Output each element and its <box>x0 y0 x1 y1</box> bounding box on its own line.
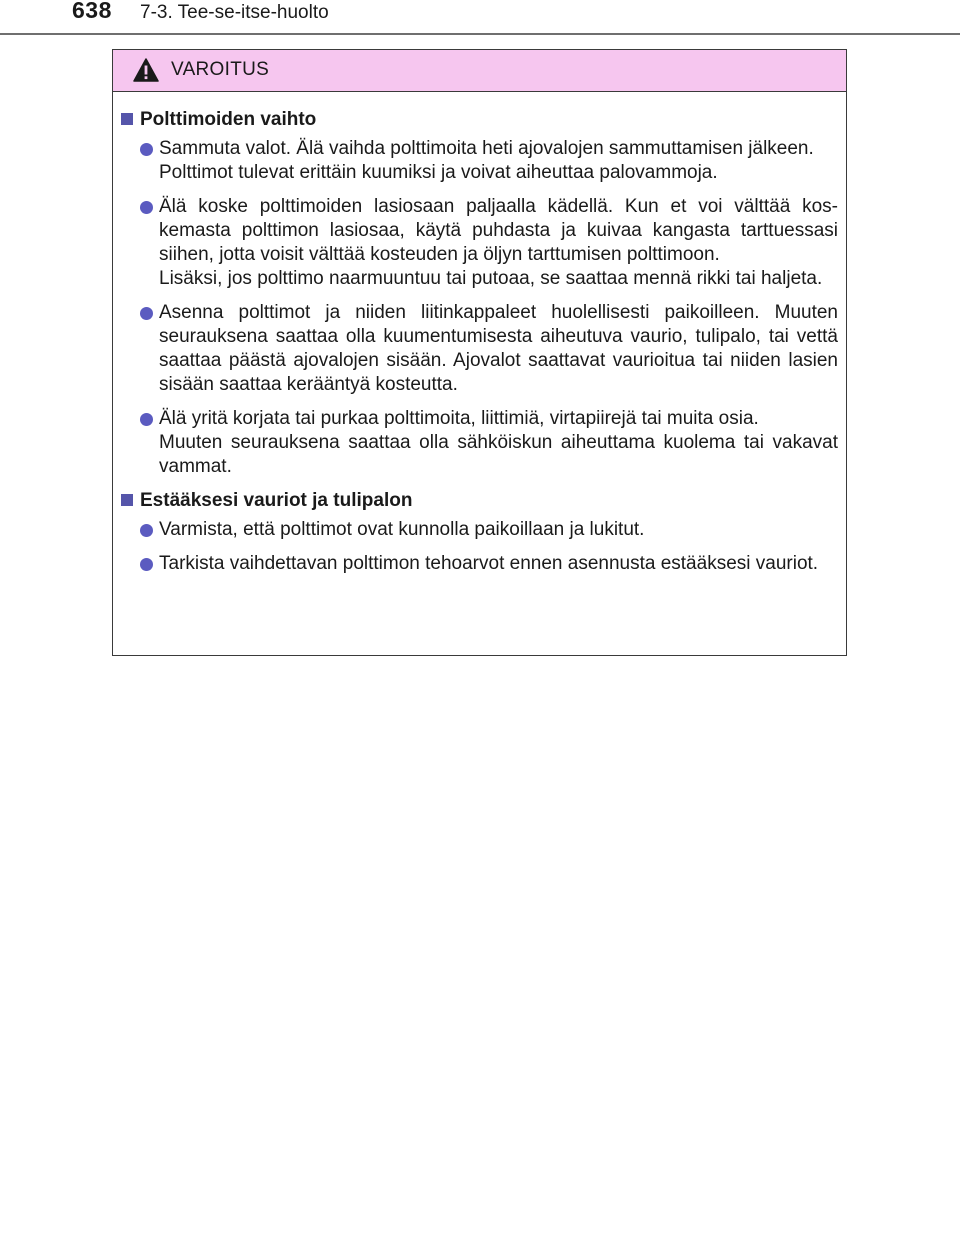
circle-bullet-icon <box>140 143 153 156</box>
warning-section <box>121 489 838 576</box>
warning-box <box>112 49 847 656</box>
section-title: 7-3. Tee-se-itse-huolto <box>140 2 329 23</box>
warning-triangle-icon <box>133 58 159 82</box>
list-item <box>121 137 838 185</box>
list-item <box>121 407 838 479</box>
section-heading-text: Polttimoiden vaihto <box>140 109 317 130</box>
warning-header <box>113 50 846 92</box>
list-item <box>121 195 838 291</box>
circle-bullet-icon <box>140 201 153 214</box>
page-number: 638 <box>72 0 112 23</box>
item-paragraph: Muuten seurauksena saattaa olla sähköiskun aiheuttama kuolema tai vakavat vammat. <box>159 432 838 477</box>
circle-bullet-icon <box>140 307 153 320</box>
item-paragraph: Tarkista vaihdettavan polttimon tehoarvot ennen asennusta estääksesi vauriot. <box>159 553 819 574</box>
header-divider <box>0 33 960 35</box>
item-paragraph: Lisäksi, jos polttimo naarmuuntuu tai putoaa, se saattaa mennä rikki tai haljeta. <box>159 268 823 289</box>
circle-bullet-icon <box>140 524 153 537</box>
item-paragraph: Polttimot tulevat erittäin kuumiksi ja voivat aiheuttaa palovammoja. <box>159 162 718 183</box>
list-item <box>121 518 838 542</box>
item-paragraph: Älä yritä korjata tai purkaa polttimoita, liittimiä, virtapiirejä tai muita osia. <box>159 408 759 429</box>
section-heading-text: Estääksesi vauriot ja tulipalon <box>140 490 413 511</box>
section-heading <box>121 489 838 513</box>
section-heading <box>121 108 838 132</box>
page-header <box>0 0 960 36</box>
warning-section <box>121 108 838 479</box>
list-item <box>121 301 838 397</box>
item-paragraph: Asenna polttimot ja niiden liitinkappaleet huolellisesti paikoilleen. Muuten seurauksena saattaa olla kuumentumisesta aiheutuva vaurio, tulipalo, tai vettä saattaa päästä ajovalojen sisään. Ajovalot saattavat vaurioitua tai niiden lasien sisään saattaa kerääntyä kosteutta. <box>159 302 838 395</box>
circle-bullet-icon <box>140 558 153 571</box>
square-bullet-icon <box>121 494 133 506</box>
list-item <box>121 552 838 576</box>
circle-bullet-icon <box>140 413 153 426</box>
item-paragraph: Sammuta valot. Älä vaihda polttimoita heti ajovalojen sammuttamisen jälkeen. <box>159 138 814 159</box>
item-paragraph: Älä koske polttimoiden lasiosaan paljaalla kädellä. Kun et voi välttää koskemasta polttimon lasiosaa, käytä puhdasta ja kuivaa kangasta tarttuessasi siihen, jotta voisit välttää kosteuden ja öljyn tarttumisen polttimoon. <box>159 196 838 265</box>
warning-label: VAROITUS <box>171 59 270 80</box>
square-bullet-icon <box>121 113 133 125</box>
item-paragraph: Varmista, että polttimot ovat kunnolla paikoillaan ja lukitut. <box>159 519 645 540</box>
warning-body <box>113 92 846 576</box>
